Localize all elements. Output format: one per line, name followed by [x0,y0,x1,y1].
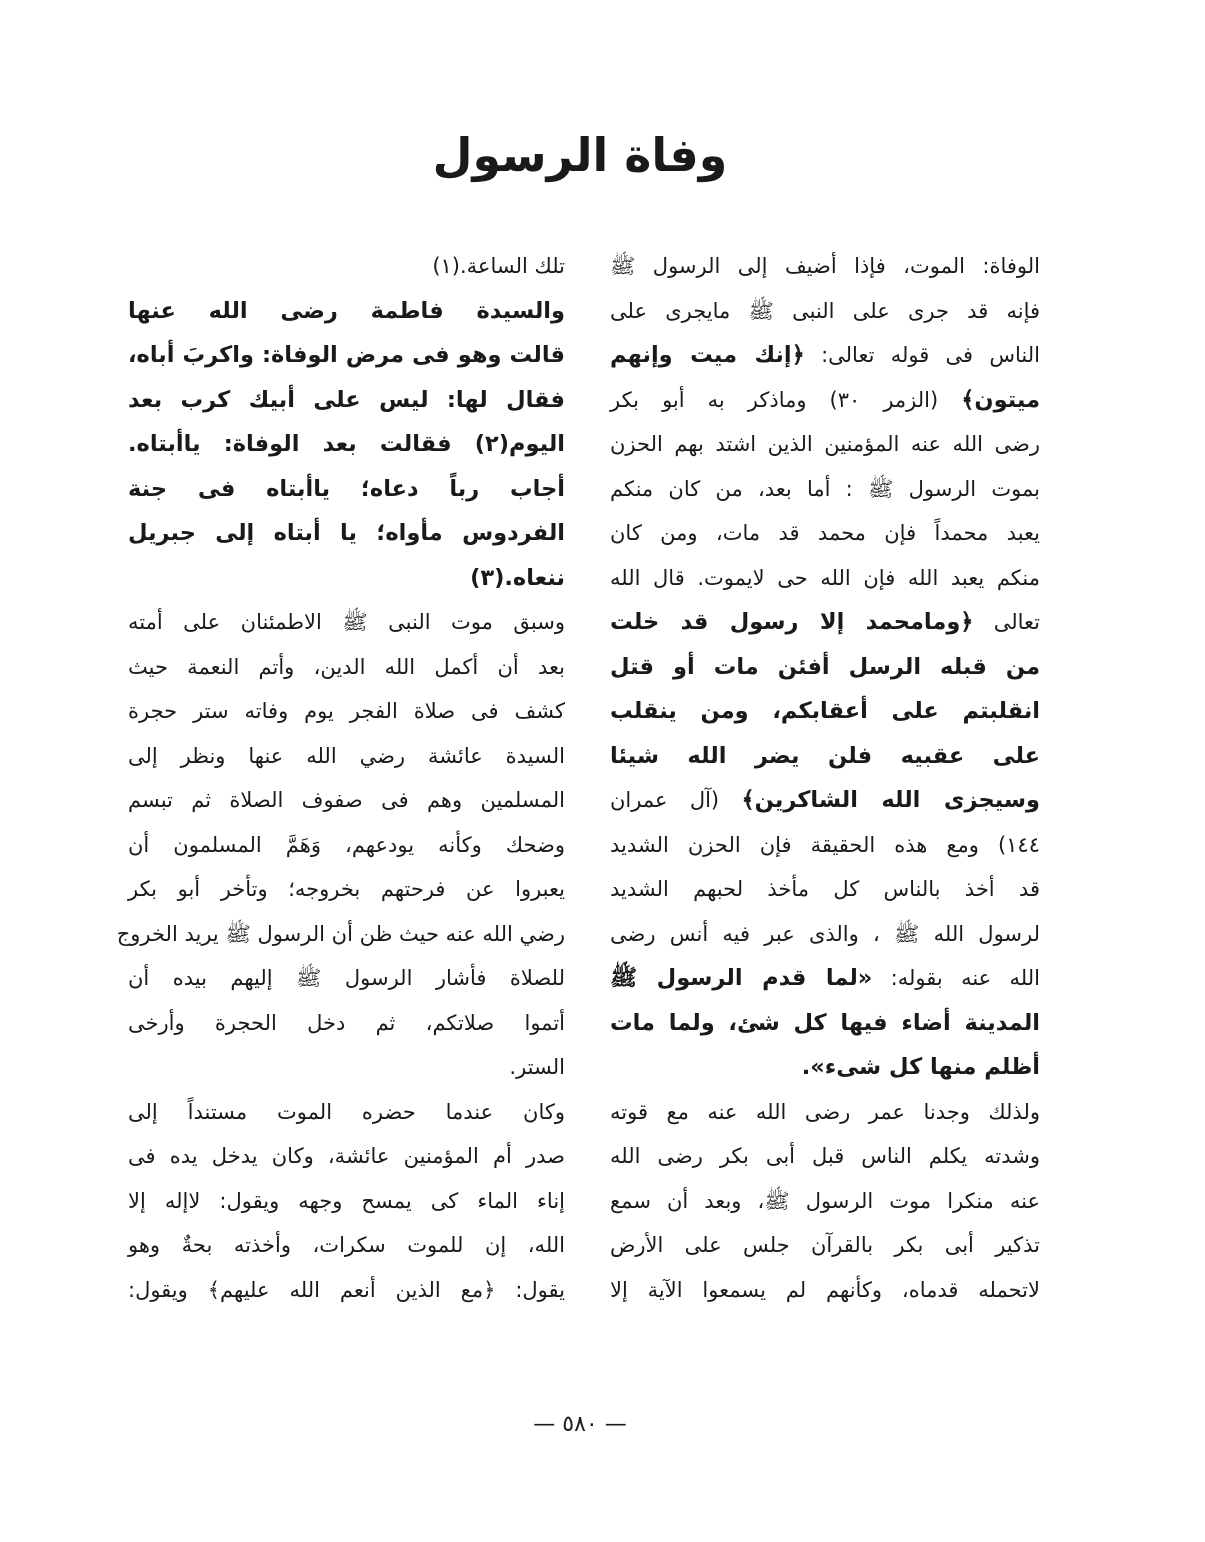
text-segment: يعبروا عن فرحتهم بخروجه؛ وتأخر أبو بكر [128,877,565,901]
text-segment: (الزمر ٣٠) وماذكر به أبو بكر [610,387,962,412]
text-line [128,1134,565,1179]
text-line [128,1268,565,1313]
text-segment: يعبد محمداً فإن محمد قد مات، ومن كان [610,521,1040,545]
text-line [610,556,1040,601]
text-segment: لرسول الله ﷺ ، والذى عبر فيه أنس رضى [610,921,1040,946]
bold-text-segment: أظلم منها كل شىء». [801,1054,1040,1080]
text-line [610,1223,1040,1268]
text-segment: الله، إن للموت سكرات، وأخذته بحةٌ وهو [128,1233,565,1257]
text-segment: عنه منكرا موت الرسول ﷺ، وبعد أن سمع [610,1188,1040,1213]
text-line [128,289,565,334]
text-line [128,823,565,868]
text-segment: كشف فى صلاة الفجر يوم وفاته ستر حجرة [128,699,565,723]
bold-text-segment: ﴿ومامحمد إلا رسول قد خلت [610,609,974,635]
text-line [610,1001,1040,1046]
text-line [128,556,565,601]
text-line [116,912,565,957]
text-line [128,867,565,912]
text-line [128,1045,565,1090]
text-line [610,289,1040,334]
text-column-right [610,244,1040,1312]
text-line [128,645,565,690]
text-line [610,600,1040,645]
text-line [610,1134,1040,1179]
text-line [128,378,565,423]
text-segment: إناء الماء كى يمسح وجهه ويقول: لاإله إلا [128,1188,565,1213]
text-line [128,734,565,779]
bold-text-segment: على عقبيه فلن يضر الله شيئا [610,742,1040,769]
bold-text-segment: اليوم(٢) فقالت بعد الوفاة: ياأبتاه. [128,431,565,457]
text-line [128,511,565,556]
text-line [128,600,565,645]
bold-text-segment: ﴿إنك ميت وإنهم [610,342,805,368]
text-line [610,378,1040,423]
bold-text-segment: من قبله الرسل أفئن مات أو قتل [610,653,1040,680]
text-line [610,912,1040,957]
bold-text-segment: قالت وهو فى مرض الوفاة: واكربَ أباه، [128,342,565,368]
bold-text-segment: انقلبتم على أعقابكم، ومن ينقلب [610,698,1040,724]
text-line [610,1179,1040,1224]
bold-text-segment: وسيجزى الله الشاكرين﴾ [741,787,1040,813]
text-line [610,778,1040,823]
text-line [610,1090,1040,1135]
text-segment: تلك الساعة.(١) [432,254,565,278]
bold-text-segment: أجاب رباً دعاه؛ ياأبتاه فى جنة [128,475,565,502]
text-line [128,422,565,467]
text-line [610,1045,1040,1090]
text-segment: منكم يعبد الله فإن الله حى لايموت. قال الله [610,565,1040,590]
text-segment: وكان عندما حضره الموت مستنداً إلى [128,1099,565,1124]
text-segment: (آل عمران [610,788,742,812]
text-segment: تذكير أبى بكر بالقرآن جلس على الأرض [610,1233,1040,1257]
bold-text-segment: «لما قدم الرسول ﷺ [610,965,873,991]
text-segment: وشدته يكلم الناس قبل أبى بكر رضى الله [610,1144,1040,1168]
text-segment: الله عنه بقوله: [872,966,1040,990]
text-segment: الناس فى قوله تعالى: [804,343,1040,367]
text-line [128,1179,565,1224]
text-segment: قد أخذ بالناس كل مأخذ لحبهم الشديد [610,877,1040,901]
text-segment: فإنه قد جرى على النبى ﷺ مايجرى على [610,298,1040,323]
text-line [610,422,1040,467]
text-line [128,778,565,823]
text-line [128,689,565,734]
bold-text-segment: الفردوس مأواه؛ يا أبتاه إلى جبريل [128,520,565,546]
text-line [128,956,565,1001]
text-segment: تعالى [973,610,1040,634]
text-segment: أتموا صلاتكم، ثم دخل الحجرة وأرخى [128,1010,565,1035]
text-line [128,333,565,378]
text-line [610,645,1040,690]
text-segment: يقول: ﴿مع الذين أنعم الله عليهم﴾ ويقول: [128,1277,565,1302]
page-title: وفاة الرسول [432,128,728,182]
text-segment: الوفاة: الموت، فإذا أضيف إلى الرسول ﷺ [610,254,1040,278]
text-line [610,467,1040,512]
bold-text-segment: والسيدة فاطمة رضى الله عنها [128,297,565,324]
text-line [128,1223,565,1268]
text-line [610,244,1040,289]
text-segment: للصلاة فأشار الرسول ﷺ إليهم بيده أن [128,966,565,990]
text-segment: بعد أن أكمل الله الدين، وأتم النعمة حيث [128,654,565,679]
bold-text-segment: ميتون﴾ [961,386,1040,413]
text-line [128,1001,565,1046]
text-segment: وسبق موت النبى ﷺ الاطمئنان على أمته [128,610,565,634]
bold-text-segment: فقال لها: ليس على أبيك كرب بعد [128,386,565,413]
text-column-left [116,244,565,1312]
text-line [610,511,1040,556]
text-line [610,867,1040,912]
text-line [610,689,1040,734]
text-line [128,467,565,512]
text-line [610,333,1040,378]
page-number: — ٥٨٠ — [533,1412,627,1437]
text-segment: صدر أم المؤمنين عائشة، وكان يدخل يده فى [128,1144,565,1168]
text-segment: رضي الله عنه حيث ظن أن الرسول ﷺ يريد الخروج [116,921,565,946]
text-segment: المسلمين وهم فى صفوف الصلاة ثم تبسم [128,788,565,812]
text-segment: بموت الرسول ﷺ : أما بعد، من كان منكم [610,476,1040,501]
text-line [610,956,1040,1001]
text-segment: الستر. [509,1055,565,1079]
text-segment: السيدة عائشة رضي الله عنها ونظر إلى [128,743,565,768]
text-line [610,823,1040,868]
bold-text-segment: المدينة أضاء فيها كل شئ، ولما مات [610,1009,1040,1036]
text-segment: ولذلك وجدنا عمر رضى الله عنه مع قوته [610,1099,1040,1124]
text-segment: وضحك وكأنه يودعهم، وَهَمَّ المسلمون أن [128,832,565,857]
text-line [128,1090,565,1135]
text-line [610,734,1040,779]
text-segment: ١٤٤) ومع هذه الحقيقة فإن الحزن الشديد [610,832,1040,857]
text-segment: لاتحمله قدماه، وكأنهم لم يسمعوا الآية إلا [610,1277,1040,1302]
text-segment: رضى الله عنه المؤمنين الذين اشتد بهم الحزن [610,432,1040,456]
text-line [128,244,565,289]
bold-text-segment: ننعاه.(٣) [470,564,565,591]
text-line [610,1268,1040,1313]
